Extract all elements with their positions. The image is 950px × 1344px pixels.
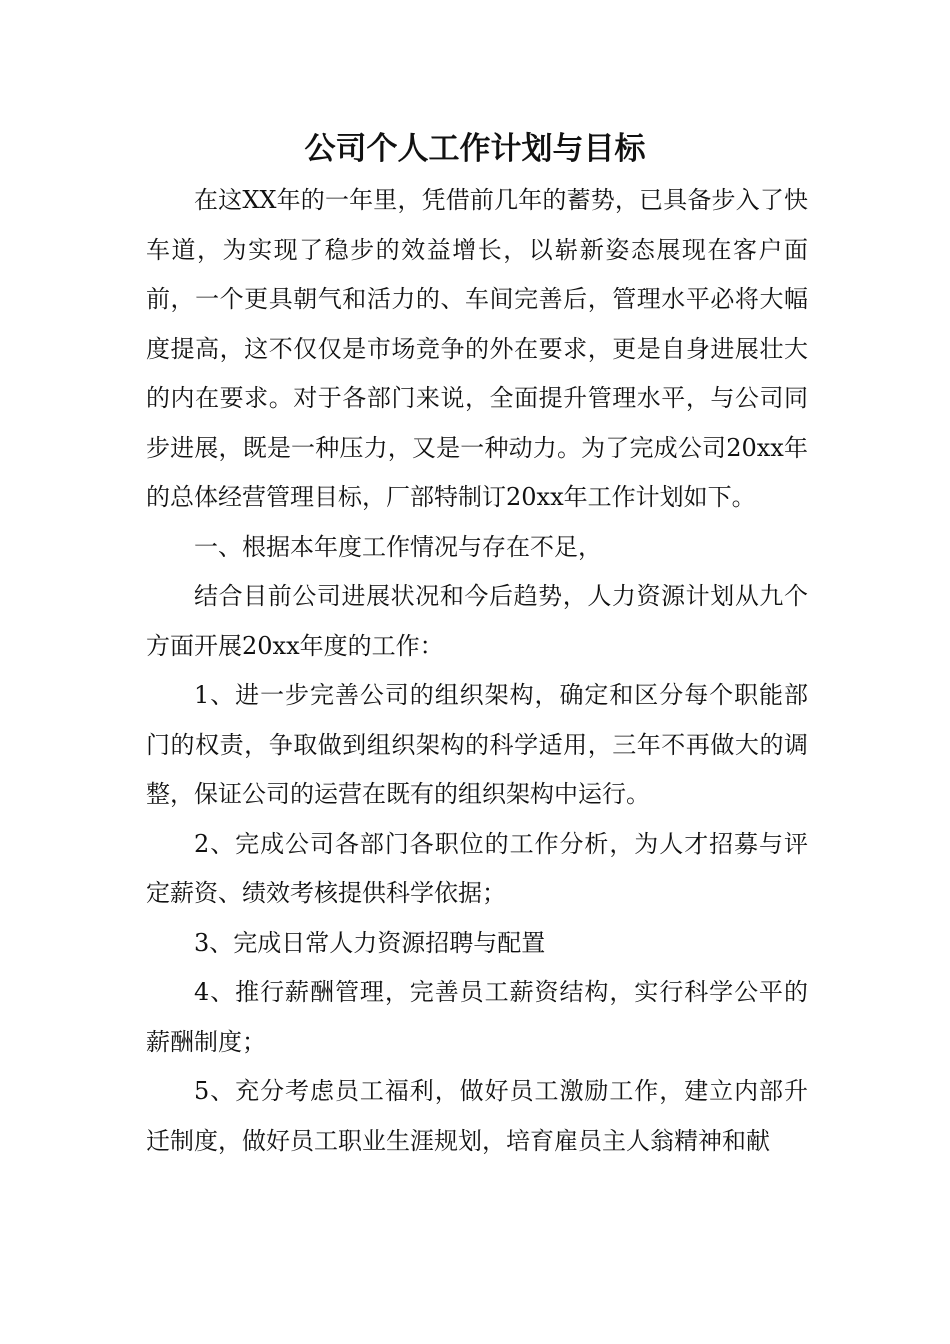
paragraph-item-4: 4、推行薪酬管理，完善员工薪资结构，实行科学公平的薪酬制度； — [146, 978, 808, 1056]
document-body — [146, 176, 808, 1166]
paragraph-combined-trend: 结合目前公司进展状况和今后趋势，人力资源计划从九个方面开展20xx年度的工作： — [146, 582, 808, 660]
paragraph-intro: 在这XX年的一年里，凭借前几年的蓄势，已具备步入了快车道，为实现了稳步的效益增长，以崭新姿态展现在客户面前，一个更具朝气和活力的、车间完善后，管理水平必将大幅度提高，这不仅仅是市场竞争的外在要求，更是自身进展壮大的内在要求。对于各部门来说，全面提升管理水平，与公司同步进展，既是一种压力，又是一种动力。为了完成公司20xx年的总体经营管理目标，厂部特制订20xx年工作计划如下。 — [146, 186, 808, 511]
paragraph-item-3: 3、完成日常人力资源招聘与配置 — [194, 928, 546, 957]
paragraph-section-one: 一、根据本年度工作情况与存在不足， — [194, 532, 602, 561]
paragraph-item-1: 1、进一步完善公司的组织架构，确定和区分每个职能部门的权责，争取做到组织架构的科学适用，三年不再做大的调整，保证公司的运营在既有的组织架构中运行。 — [146, 681, 808, 808]
paragraph-item-2: 2、完成公司各部门各职位的工作分析，为人才招募与评定薪资、绩效考核提供科学依据； — [146, 829, 808, 907]
paragraph-item-5: 5、充分考虑员工福利，做好员工激励工作，建立内部升迁制度，做好员工职业生涯规划，培育雇员主人翁精神和献 — [146, 1077, 808, 1155]
document-title: 公司个人工作计划与目标 — [304, 131, 646, 167]
